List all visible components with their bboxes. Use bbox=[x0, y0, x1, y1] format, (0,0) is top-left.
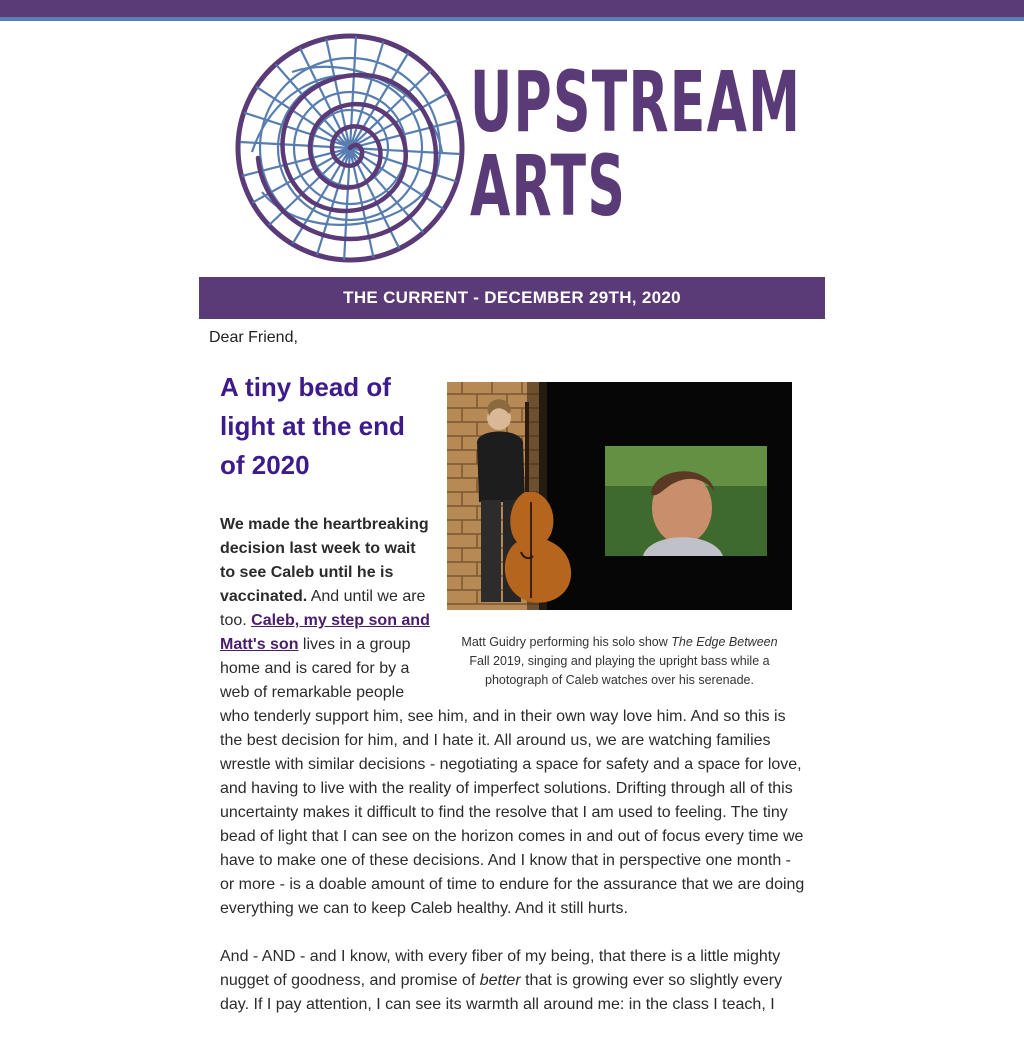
figure-caption bbox=[447, 633, 792, 690]
article bbox=[220, 368, 806, 1041]
caption-rest: Fall 2019, singing and playing the upright bass while a photograph of Caleb watches over his serenade. bbox=[469, 654, 770, 687]
greeting: Dear Friend, bbox=[209, 329, 298, 346]
logo-wordmark-line1: UPSTREAM bbox=[470, 53, 802, 151]
article-paragraph-2 bbox=[220, 945, 806, 1017]
top-purple-bar bbox=[0, 0, 1024, 17]
performance-photo[interactable] bbox=[447, 382, 792, 610]
article-headline: A tiny bead of light at the end of 2020 bbox=[220, 372, 405, 480]
newsletter-title: THE CURRENT - DECEMBER 29TH, 2020 bbox=[343, 288, 681, 307]
paragraph-1-after-bold: And until we are too. bbox=[220, 588, 426, 629]
article-figure bbox=[447, 382, 792, 690]
newsletter-title-banner bbox=[199, 277, 825, 319]
caption-show-title: The Edge Between bbox=[671, 635, 778, 649]
logo-wordmark bbox=[470, 53, 802, 235]
paragraph-1-bold: We made the heartbreaking decision last week to wait to see Caleb until he is vaccinated. bbox=[220, 516, 429, 605]
caleb-link[interactable]: Caleb, my step son and Matt's son bbox=[220, 612, 430, 653]
paragraph-2-start: And - AND - and I know, with every fiber of my being, that there is a little mighty nugget of goodness, and promise of bbox=[220, 948, 781, 989]
logo-wordmark-line2: ARTS bbox=[470, 137, 627, 235]
paragraph-2-rest: that is growing ever so slightly every day. If I pay attention, I can see its warmth all around me: in the class I teach, I bbox=[220, 972, 783, 1013]
caption-start: Matt Guidry performing his solo show bbox=[461, 635, 672, 649]
paragraph-2-italic: better bbox=[479, 972, 521, 989]
top-blue-line bbox=[0, 17, 1024, 21]
upstream-arts-logo-icon[interactable] bbox=[232, 32, 472, 268]
paragraph-1-rest: lives in a group home and is cared for by a web of remarkable people who tenderly support him, see him, and in their own way love him. And so this is the best decision for him, and I hate it. All around us, we are watching families wrestle with similar decisions - negotiating a space for safety and a space for love, and having to live with the reality of imperfect solutions. Drifting through all of this uncertainty makes it difficult to find the resolve that I am used to feeling. The tiny bead of light that I can see on the horizon comes in and out of focus every time we have to make one of these decisions. And I know that in perspective one month - or more - is a doable amount of time to endure for the assurance that we are doing everything we can to keep Caleb healthy. And it still hurts. bbox=[220, 636, 805, 917]
